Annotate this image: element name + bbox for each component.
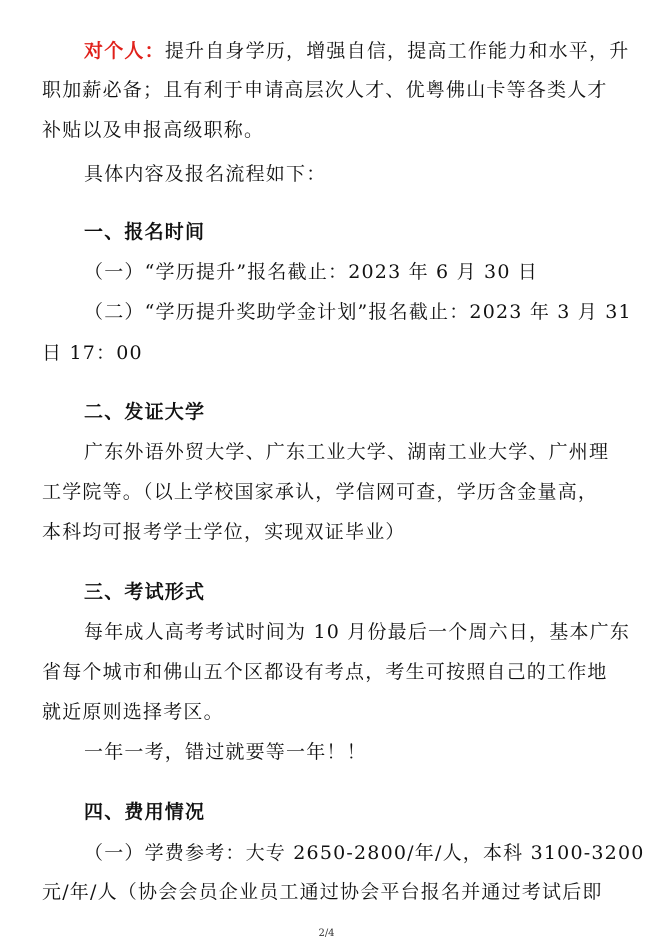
exam-line-1: 每年成人高考考试时间为 10 月份最后一个周六日，基本广东 bbox=[84, 621, 631, 643]
fees-line-2: 元/年/人（协会会员企业员工通过协会平台报名并通过考试后即 bbox=[42, 881, 603, 903]
fees-line-1: （一）学费参考：大专 2650-2800/年/人，本科 3100-3200 bbox=[84, 842, 645, 864]
personal-paragraph-line-3: 补贴以及申报高级职称。 bbox=[42, 119, 265, 141]
section-heading-issuing-university: 二、发证大学 bbox=[84, 401, 206, 423]
page-number: 2/4 bbox=[318, 928, 335, 939]
exam-line-3: 就近原则选择考区。 bbox=[42, 701, 224, 723]
university-line-2: 工学院等。（以上学校国家承认，学信网可查，学历含金量高， bbox=[42, 481, 599, 503]
section-heading-exam-format: 三、考试形式 bbox=[84, 581, 206, 603]
personal-text-1: 提升自身学历，增强自信，提高工作能力和水平，升 bbox=[164, 40, 630, 62]
personal-paragraph-line-1 bbox=[84, 38, 630, 64]
university-line-3: 本科均可报考学士学位，实现双证毕业） bbox=[42, 521, 406, 543]
personal-paragraph-line-2: 职加薪必备；且有利于申请高层次人才、优粤佛山卡等各类人才 bbox=[42, 79, 608, 101]
registration-item-1: （一）“学历提升”报名截止：2023 年 6 月 30 日 bbox=[84, 261, 539, 283]
registration-item-2-line-2: 日 17：00 bbox=[42, 342, 143, 364]
section-heading-fees: 四、费用情况 bbox=[84, 801, 206, 823]
exam-line-2: 省每个城市和佛山五个区都设有考点，考生可按照自己的工作地 bbox=[42, 661, 608, 683]
exam-line-4: 一年一考，错过就要等一年！！ bbox=[84, 741, 367, 763]
section-heading-registration-time: 一、报名时间 bbox=[84, 221, 206, 243]
intro-text: 具体内容及报名流程如下： bbox=[84, 163, 327, 185]
university-line-1: 广东外语外贸大学、广东工业大学、湖南工业大学、广州理 bbox=[84, 441, 610, 463]
registration-item-2-line-1: （二）“学历提升奖助学金计划”报名截止：2023 年 3 月 31 bbox=[84, 301, 632, 323]
personal-label: 对个人： bbox=[84, 40, 165, 62]
